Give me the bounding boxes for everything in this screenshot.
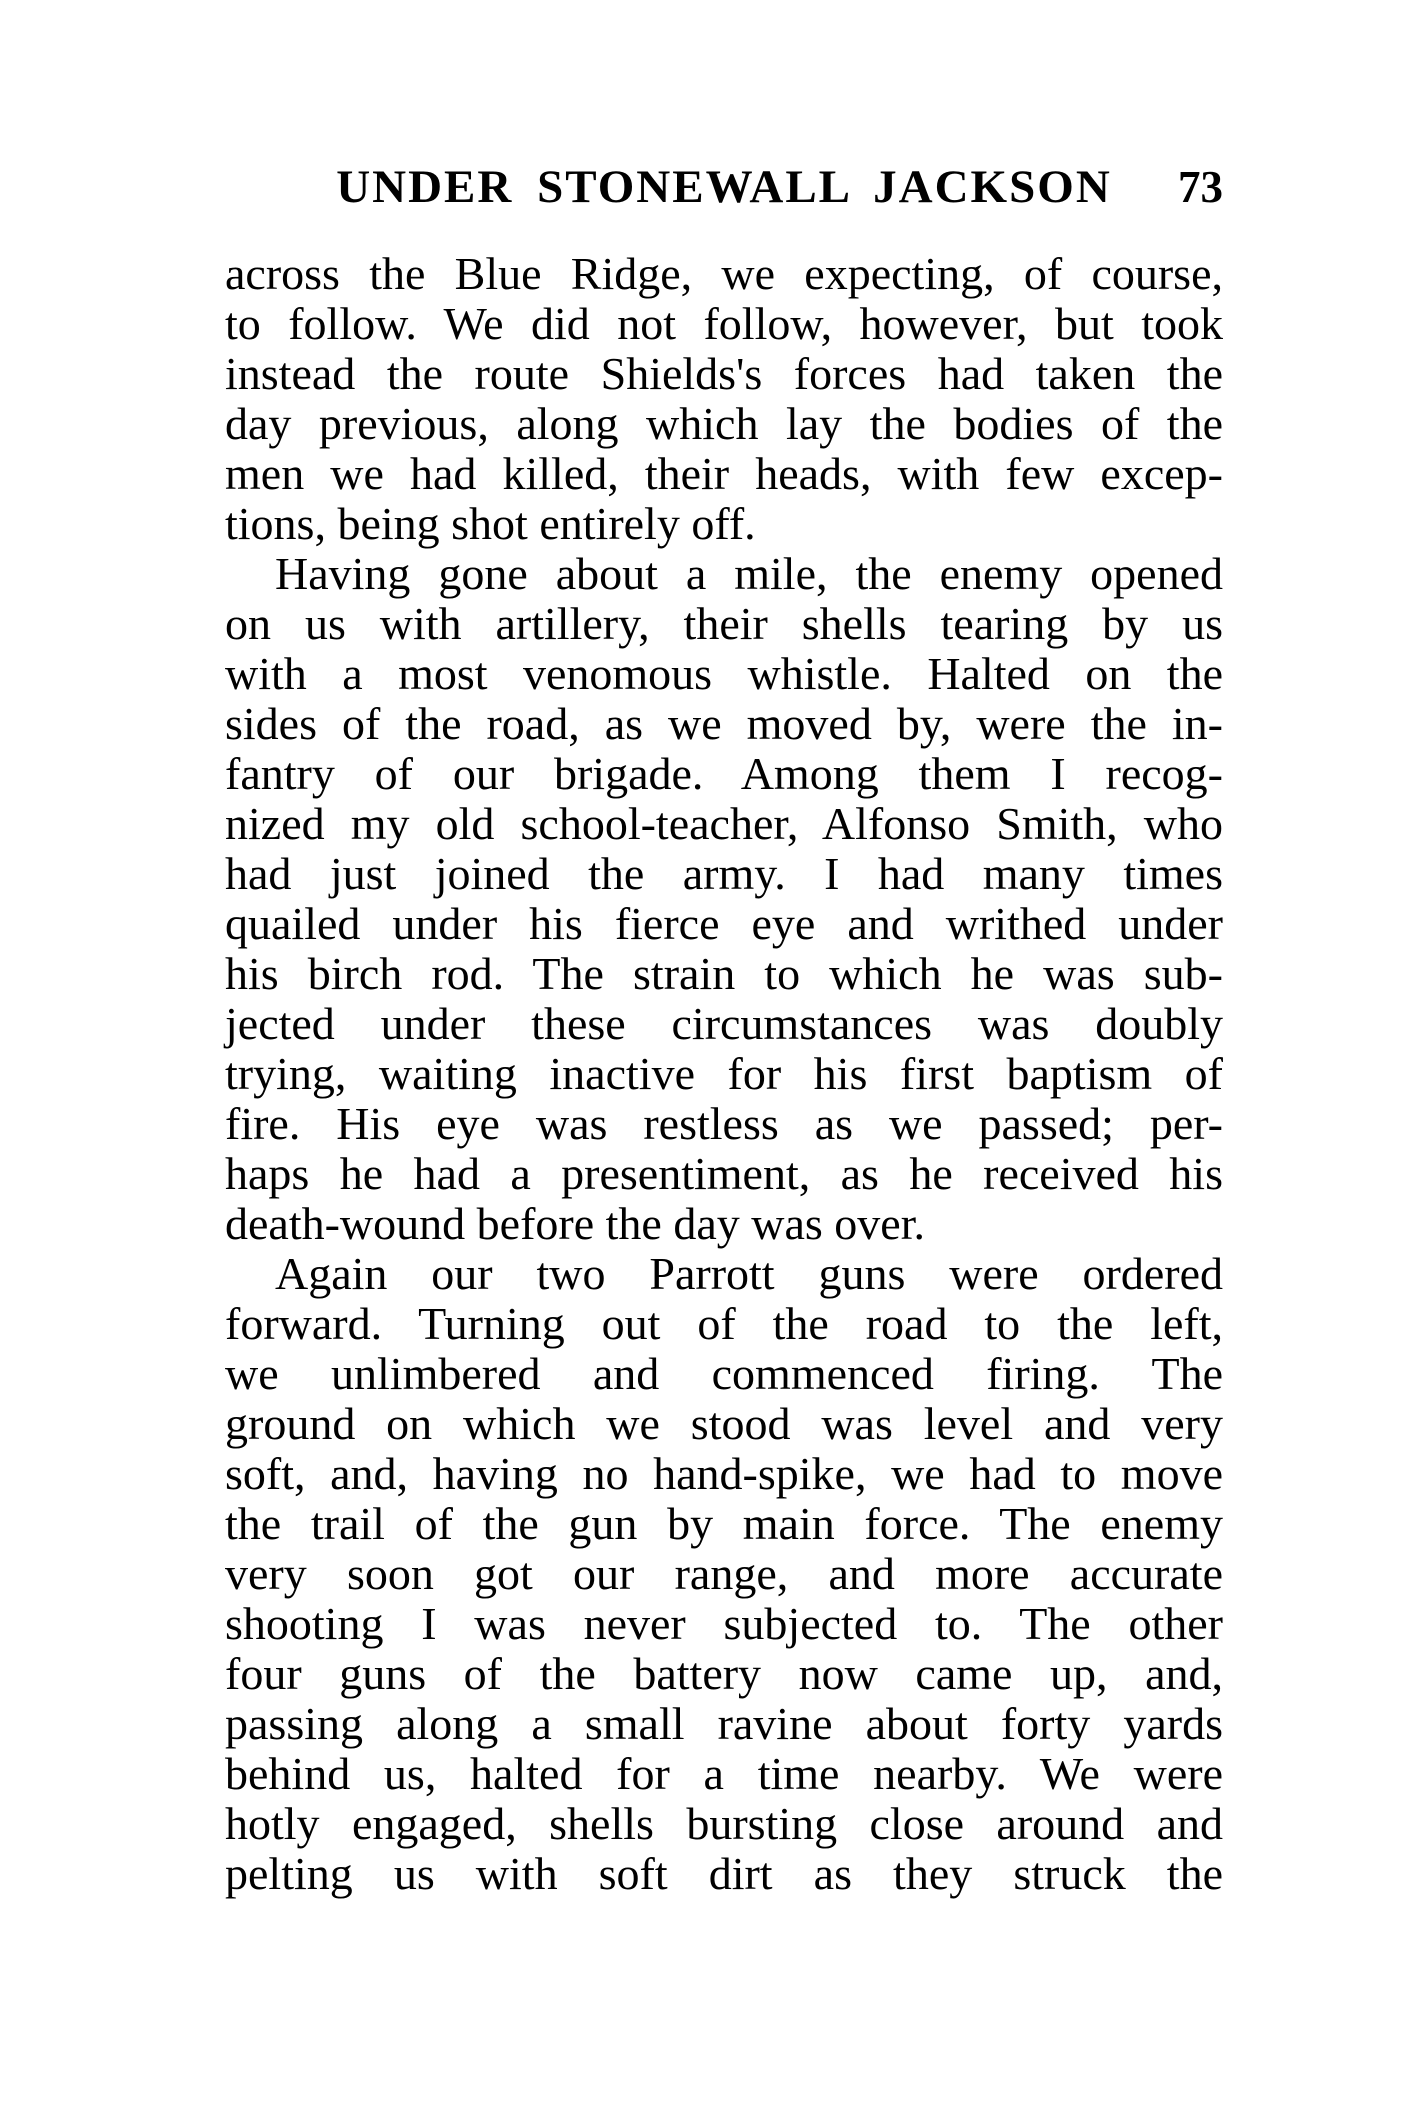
page-body [225,249,1223,1899]
text-line: on us with artillery, their shells tearing by us [225,598,1223,649]
text-line: fire. His eye was restless as we passed; per- [225,1098,1223,1149]
text-line: day previous, along which lay the bodies of the [225,398,1223,449]
text-line: with a most venomous whistle. Halted on the [225,648,1223,699]
text-line: hotly engaged, shells bursting close around and [225,1798,1223,1849]
text-line: shooting I was never subjected to. The other [225,1598,1223,1649]
text-line: had just joined the army. I had many times [225,848,1223,899]
text-line: fantry of our brigade. Among them I recog- [225,748,1223,799]
text-line: trying, waiting inactive for his first baptism of [225,1048,1223,1099]
text-line: behind us, halted for a time nearby. We were [225,1748,1223,1799]
text-line: passing along a small ravine about forty yards [225,1698,1223,1749]
text-line: to follow. We did not follow, however, but took [225,298,1223,349]
text-line: jected under these circumstances was doubly [225,998,1223,1049]
text-line: forward. Turning out of the road to the left, [225,1298,1223,1349]
text-line: four guns of the battery now came up, and, [225,1648,1223,1699]
text-line: pelting us with soft dirt as they struck the [225,1848,1223,1899]
text-line: the trail of the gun by main force. The enemy [225,1498,1223,1549]
text-line: men we had killed, their heads, with few excep- [225,448,1223,499]
text-line: across the Blue Ridge, we expecting, of course, [225,248,1223,299]
text-line: tions, being shot entirely off. [225,498,756,549]
text-line: haps he had a presentiment, as he received his [225,1148,1223,1199]
text-line: his birch rod. The strain to which he was sub- [225,948,1223,999]
running-head [225,160,1223,212]
text-line: ground on which we stood was level and very [225,1398,1223,1449]
text-line: Again our two Parrott guns were ordered [275,1248,1223,1299]
text-line: nized my old school-teacher, Alfonso Smith, who [225,798,1223,849]
text-line: Having gone about a mile, the enemy opened [275,548,1223,599]
page-number: 73 [1178,162,1223,212]
text-line: instead the route Shields's forces had taken the [225,348,1223,399]
text-line: we unlimbered and commenced firing. The [225,1348,1223,1399]
text-line: death-wound before the day was over. [225,1198,925,1249]
text-line: very soon got our range, and more accurate [225,1548,1223,1599]
text-line: sides of the road, as we moved by, were the in- [225,698,1223,749]
running-head-title: UNDER STONEWALL JACKSON [336,161,1112,213]
text-line: quailed under his fierce eye and writhed under [225,898,1223,949]
text-line: soft, and, having no hand-spike, we had to move [225,1448,1223,1499]
